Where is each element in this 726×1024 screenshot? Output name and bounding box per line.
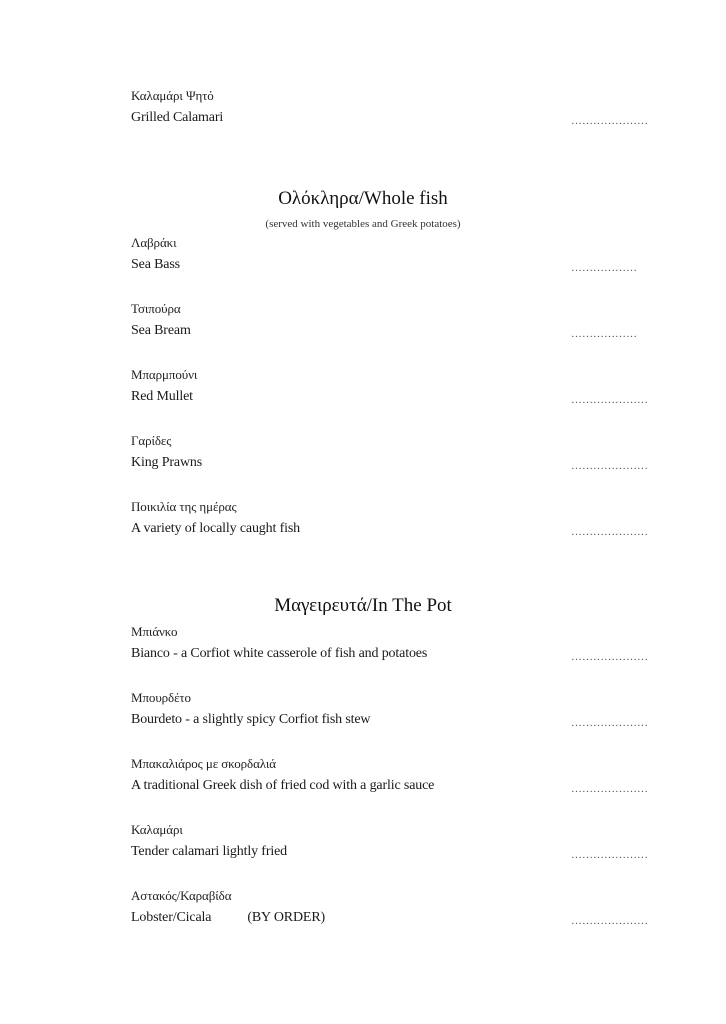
item-english-name: King Prawns	[131, 455, 203, 470]
price-placeholder: …………………	[571, 651, 648, 663]
item-greek-name: Ποικιλία της ημέρας	[131, 499, 237, 514]
item-english-name: Sea Bream	[131, 323, 191, 338]
section-title-in-the-pot: Μαγειρευτά/In The Pot	[274, 595, 452, 616]
item-english-name: Sea Bass	[131, 257, 180, 272]
item-english-text: Lobster/Cicala	[131, 910, 212, 925]
price-placeholder: …………………	[571, 915, 648, 927]
price-placeholder: …………………	[571, 526, 648, 538]
price-placeholder: ………………	[571, 262, 637, 274]
price-placeholder: …………………	[571, 394, 648, 406]
item-english-name	[131, 910, 325, 926]
item-greek-name: Μπουρδέτο	[131, 690, 191, 705]
price-placeholder: ………………	[571, 328, 637, 340]
section-subtitle-whole-fish: (served with vegetables and Greek potatoes)	[265, 218, 461, 230]
item-greek-name: Μπιάνκο	[131, 624, 178, 639]
item-greek-name: Γαρίδες	[131, 433, 172, 448]
item-english-name: Bourdeto - a slightly spicy Corfiot fish stew	[131, 712, 371, 727]
item-greek-name: Τσιπούρα	[131, 301, 181, 316]
item-greek-name: Καλαμάρι Ψητό	[131, 88, 214, 103]
item-english-name: A traditional Greek dish of fried cod with a garlic sauce	[131, 778, 435, 793]
price-placeholder: …………………	[571, 460, 648, 472]
item-greek-name: Μπαρμπούνι	[131, 367, 198, 382]
section-title-whole-fish: Ολόκληρα/Whole fish	[278, 188, 448, 209]
price-placeholder: …………………	[571, 783, 648, 795]
item-english-name: Tender calamari lightly fried	[131, 844, 287, 859]
price-placeholder: …………………	[571, 115, 648, 127]
price-placeholder: …………………	[571, 717, 648, 729]
item-greek-name: Αστακός/Καραβίδα	[131, 888, 232, 903]
item-english-name: Grilled Calamari	[131, 110, 224, 125]
by-order-note: (BY ORDER)	[247, 910, 326, 925]
item-english-name: Red Mullet	[131, 389, 193, 404]
item-greek-name: Μπακαλιάρος με σκορδαλιά	[131, 756, 276, 771]
item-greek-name: Καλαμάρι	[131, 822, 183, 837]
price-placeholder: …………………	[571, 849, 648, 861]
item-english-name: Bianco - a Corfiot white casserole of fish and potatoes	[131, 646, 428, 661]
item-english-name: A variety of locally caught fish	[131, 521, 300, 536]
item-greek-name: Λαβράκι	[131, 235, 177, 250]
